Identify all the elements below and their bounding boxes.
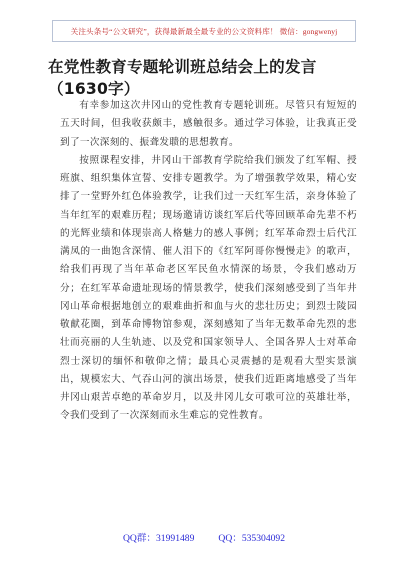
- title-line-main: 在党性教育专题轮训班总结会上的发言: [48, 58, 317, 76]
- footer-contacts: [0, 530, 408, 544]
- header-banner-text: 关注头条号“公文研究”，获得最新最全最专业的公文资料库！ 微信：gongwenyj: [70, 26, 338, 36]
- title-line-wordcount: （1630字）: [48, 80, 140, 98]
- paragraph-1: 有幸参加这次井冈山的党性教育专题轮训班。尽管只有短短的五天时间，但我收获颇丰，感触很多。通过学习体验，让我真正受到了一次深刻的、振聋发聩的思想教育。: [60, 100, 357, 148]
- document-title: [48, 56, 368, 100]
- document-body: [60, 97, 357, 426]
- footer-qq-group: QQ群：31991489: [122, 533, 195, 544]
- footer-qq: QQ：535304092: [218, 533, 286, 544]
- paragraph-2: 按照课程安排，井冈山干部教育学院给我们颁发了红军帽、授班旗、组织集体宣誓、安排专题教学。为了增强教学效果，精心安排了一堂野外红色体验教学，让我们过一天红军生活，亲身体验了当年红军的艰难历程；现场邀请访谈红军后代等回顾革命先辈不朽的光辉业绩和体现崇高人格魅力的感人事例；红军革命烈士后代江满凤的一曲饱含深情、催人泪下的《红军阿哥你慢慢走》的歌声，给我们再现了当年革命老区军民鱼水情深的场景，令我们感动万分；在红军革命遗址现场的情景教学，使我们深刻感受到了当年井冈山革命根据地创立的艰难曲折和血与火的悲壮历史；到烈士陵园敬献花圈，到革命博物馆参观，深刻感知了当年无数革命先烈的悲壮而亮丽的人生轨迹、以及党和国家领导人、全国各界人士对革命烈士深切的缅怀和敬仰之情；最具心灵震撼的是观看大型实景演出，规模宏大、气吞山河的演出场景，使我们近距离地感受了当年井冈山艰苦卓绝的革命岁月，以及井冈儿女可歌可泣的英雄壮举，令我们受到了一次深刻而永生难忘的党性教育。: [60, 154, 357, 422]
- header-banner: [52, 20, 356, 42]
